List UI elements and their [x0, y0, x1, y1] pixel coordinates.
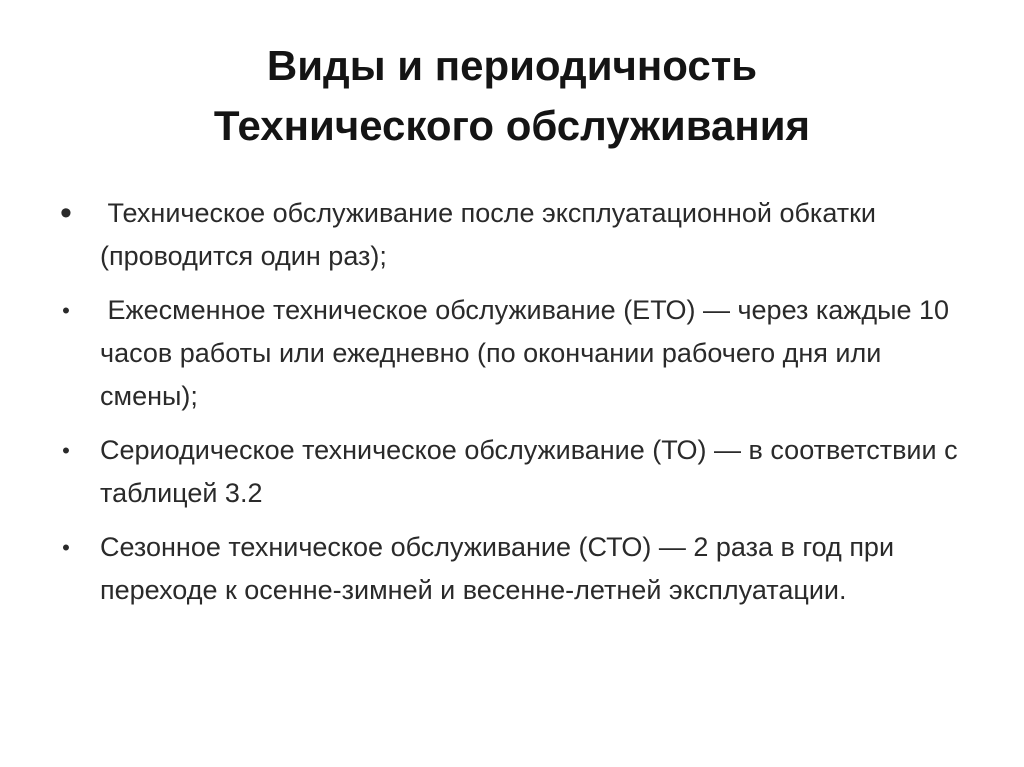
slide-title	[80, 36, 944, 156]
bullet-marker: •	[62, 535, 70, 560]
bullet-text: Ежесменное техническое обслуживание (ЕТО) — через каждые 10 часов работы или ежедневно (по окончании рабочего дня или смены);	[100, 295, 957, 411]
bullet-marker: •	[60, 194, 72, 232]
bullet-item-1	[56, 192, 976, 278]
bullet-marker: •	[62, 298, 70, 323]
bullet-item-2	[56, 289, 976, 418]
bullet-item-3	[56, 429, 976, 515]
bullet-text: Сезонное техническое обслуживание (СТО) — 2 раза в год при переходе к осенне-зимней и весенне-летней эксплуатации.	[100, 532, 895, 605]
bullet-item-4	[56, 526, 976, 612]
bullet-marker: •	[62, 438, 70, 463]
bullet-text: Сериодическое техническое обслуживание (ТО) — в соответствии с таблицей 3.2	[100, 435, 958, 508]
bullet-list	[56, 192, 976, 623]
bullet-text: Техническое обслуживание после эксплуатационной обкатки (проводится один раз);	[100, 198, 884, 271]
title-line-1: Виды и периодичность	[266, 42, 758, 89]
title-line-2: Технического обслуживания	[213, 102, 811, 149]
